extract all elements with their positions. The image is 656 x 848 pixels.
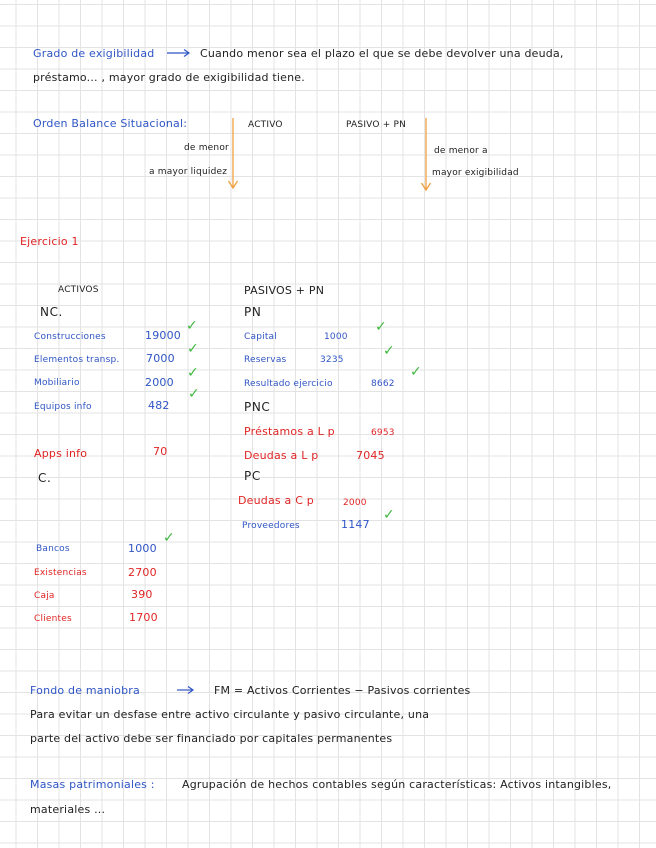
fondo-maniobra-term: Fondo de maniobra: [30, 684, 140, 697]
asset-value: 1000: [128, 542, 157, 555]
liability-name: Capital: [244, 332, 277, 342]
asset-value: 390: [131, 588, 153, 601]
masas-patrimoniales-line2: materiales ...: [30, 803, 106, 816]
asset-name: Apps info: [34, 447, 88, 460]
fondo-maniobra-line2: parte del activo debe ser financiado por capitales permanentes: [30, 732, 393, 745]
liability-name: Préstamos a L p: [244, 425, 335, 438]
asset-name: Bancos: [36, 544, 70, 554]
exigibilidad-note-bottom: mayor exigibilidad: [432, 168, 519, 178]
masas-patrimoniales-line1: Agrupación de hechos contables según características: Activos intangibles,: [182, 778, 612, 791]
liquidez-note-bottom: a mayor liquidez: [149, 167, 228, 177]
check-icon: ✓: [375, 319, 387, 335]
check-icon: ✓: [163, 530, 175, 546]
check-icon: ✓: [186, 318, 198, 334]
activos-header: ACTIVOS: [58, 285, 99, 295]
asset-value: 70: [153, 445, 168, 458]
asset-value: 1700: [129, 611, 158, 624]
asset-name: Existencias: [34, 568, 87, 578]
exigibilidad-definition-line2: préstamo... , mayor grado de exigibilidad tiene.: [33, 71, 305, 84]
exercise-title: Ejercicio 1: [20, 235, 79, 248]
activo-column-title: ACTIVO: [248, 120, 283, 130]
arrow-right-icon: [176, 685, 196, 695]
exigibilidad-note-top: de menor a: [434, 146, 488, 156]
liability-value: 3235: [320, 355, 344, 365]
asset-value: 482: [148, 399, 170, 412]
liability-value: 1147: [341, 518, 370, 531]
fondo-maniobra-formula: FM = Activos Corrientes − Pasivos corrientes: [214, 684, 471, 697]
check-icon: ✓: [383, 343, 395, 359]
patrimonio-neto-label: PN: [244, 305, 262, 319]
arrow-down-icon: [420, 117, 432, 193]
masas-patrimoniales-term: Masas patrimoniales :: [30, 778, 155, 791]
pasivos-header: PASIVOS + PN: [244, 284, 325, 297]
asset-name: Elementos transp.: [34, 355, 120, 365]
liability-name: Deudas a C p: [238, 494, 314, 507]
liability-name: Deudas a L p: [244, 449, 319, 462]
no-corriente-label: NC.: [40, 305, 63, 319]
liability-value: 1000: [324, 332, 348, 342]
liability-value: 8662: [371, 379, 395, 389]
asset-value: 2700: [128, 566, 157, 579]
asset-name: Clientes: [34, 614, 72, 624]
liability-name: Reservas: [244, 355, 287, 365]
asset-name: Construcciones: [34, 332, 106, 342]
pasivo-corriente-label: PC: [244, 469, 261, 483]
liability-value: 2000: [343, 498, 367, 508]
asset-value: 7000: [146, 352, 175, 365]
asset-value: 19000: [145, 329, 181, 342]
fondo-maniobra-line1: Para evitar un desfase entre activo circulante y pasivo circulante, una: [30, 708, 430, 721]
pasivo-no-corriente-label: PNC: [244, 400, 271, 414]
corriente-label: C.: [38, 471, 52, 485]
asset-name: Caja: [34, 591, 55, 601]
asset-name: Mobiliario: [34, 378, 80, 388]
liability-value: 6953: [371, 428, 395, 438]
liability-name: Proveedores: [242, 521, 300, 531]
check-icon: ✓: [410, 364, 422, 380]
check-icon: ✓: [383, 507, 395, 523]
check-icon: ✓: [188, 386, 200, 402]
asset-name: Equipos info: [34, 402, 92, 412]
asset-value: 2000: [145, 376, 174, 389]
liquidez-note-top: de menor: [184, 143, 229, 153]
exigibilidad-term: Grado de exigibilidad: [33, 47, 155, 60]
exigibilidad-definition-line1: Cuando menor sea el plazo el que se debe devolver una deuda,: [200, 47, 564, 60]
liability-name: Resultado ejercicio: [244, 379, 333, 389]
liability-value: 7045: [356, 449, 385, 462]
orden-balance-label: Orden Balance Situacional:: [33, 117, 188, 130]
arrow-right-icon: [166, 48, 192, 58]
pasivo-column-title: PASIVO + PN: [346, 120, 407, 130]
check-icon: ✓: [187, 341, 199, 357]
check-icon: ✓: [187, 365, 199, 381]
